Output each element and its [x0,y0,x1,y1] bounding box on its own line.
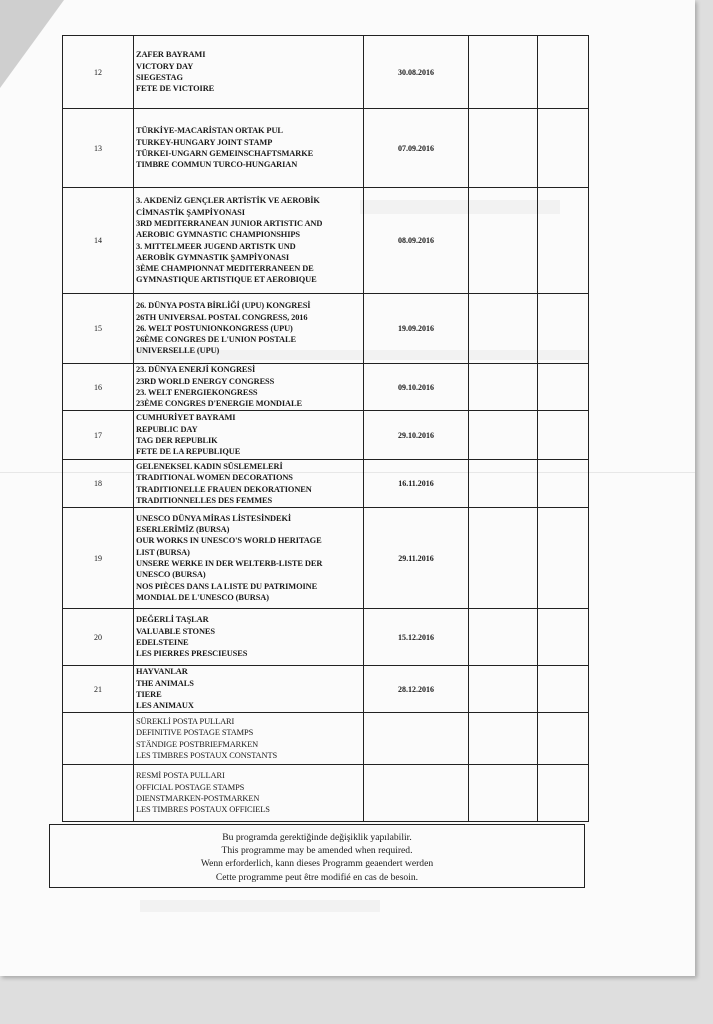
subject-line: CİMNASTİK ŞAMPİYONASI [136,207,245,217]
subject-line: UNSERE WERKE IN DER WELTERB-LISTE DER [136,559,323,568]
note-line: Wenn erforderlich, kann dieses Programm geaendert werden [200,858,434,870]
empty-cell [538,609,589,666]
empty-cell [469,411,538,460]
subject-line: STÄNDIGE POSTBRIEFMARKEN [136,739,259,749]
empty-cell [538,36,589,109]
subject-line: UNIVERSELLE (UPU) [136,346,220,356]
issue-date: 09.10.2016 [364,364,469,411]
subject-line: 26. WELT POSTUNIONKONGRESS (UPU) [136,323,293,333]
stamp-subject [134,609,364,666]
table-row [63,508,589,609]
empty-cell [538,666,589,713]
issue-date: 30.08.2016 [364,36,469,109]
table-row [63,109,589,188]
subject-line: TÜRKEI-UNGARN GEMEINSCHAFTSMARKE [136,149,314,158]
subject-line: DEFINITIVE POSTAGE STAMPS [136,728,254,738]
stamp-subject [134,411,364,460]
issue-date: 15.12.2016 [364,609,469,666]
subject-line: 23RD WORLD ENERGY CONGRESS [136,376,275,386]
subject-line: THE ANIMALS [136,678,194,688]
subject-line: GELENEKSEL KADIN SÜSLEMELERİ [136,461,283,471]
subject-line: TIMBRE COMMUN TURCO-HUNGARIAN [136,160,298,170]
stamp-subject [134,460,364,508]
subject-line: SIEGESTAG [136,73,183,82]
subject-line: TRADITIONAL WOMEN DECORATIONS [136,473,293,483]
subject-line: LIST (BURSA) [136,547,190,557]
empty-cell [538,713,589,765]
folded-corner [0,0,64,88]
subject-line: RESMİ POSTA PULLARI [136,771,225,781]
issue-date: 29.10.2016 [364,411,469,460]
issue-date: 19.09.2016 [364,294,469,364]
empty-cell [469,508,538,609]
issue-date: 16.11.2016 [364,460,469,508]
subject-line: ESERLERİMİZ (BURSA) [136,525,230,535]
table-row [63,460,589,508]
subject-line: AEROBIC GYMNASTIC CHAMPIONSHIPS [136,230,300,240]
stamp-subject [134,713,364,765]
empty-cell [469,713,538,765]
subject-line: SÜREKLİ POSTA PULLARI [136,716,235,726]
empty-cell [469,609,538,666]
stamp-subject [134,364,364,411]
row-number: 19 [63,508,134,609]
row-number: 17 [63,411,134,460]
table-row [63,765,589,822]
table-row [63,364,589,411]
stamp-subject [134,109,364,188]
subject-line: OFFICIAL POSTAGE STAMPS [136,782,245,792]
issue-date: 08.09.2016 [364,188,469,294]
subject-line: 26ÈME CONGRES DE L'UNION POSTALE [136,335,296,345]
row-number: 13 [63,109,134,188]
subject-line: LES TIMBRES POSTAUX CONSTANTS [136,750,278,760]
subject-line: UNESCO (BURSA) [136,570,206,580]
subject-line: MONDIAL DE L'UNESCO (BURSA) [136,592,269,602]
issue-date: 29.11.2016 [364,508,469,609]
note-line: Cette programme peut être modifié en cas de besoin. [215,871,419,883]
subject-line: FETE DE VICTOIRE [136,84,215,94]
stamp-subject [134,188,364,294]
empty-cell [469,460,538,508]
issue-date: 07.09.2016 [364,109,469,188]
empty-cell [538,188,589,294]
empty-cell [469,765,538,822]
subject-line: 26TH UNIVERSAL POSTAL CONGRESS, 2016 [136,312,308,322]
subject-line: 23. WELT ENERGIEKONGRESS [136,388,258,397]
table-row [63,609,589,666]
subject-line: LES PIERRES PRESCIEUSES [136,649,248,659]
subject-line: LES TIMBRES POSTAUX OFFICIELS [136,805,270,815]
empty-cell [469,188,538,294]
table-row [63,294,589,364]
subject-line: 3. AKDENİZ GENÇLER ARTİSTİK VE AEROBİK [136,196,320,206]
stamp-subject [134,36,364,109]
table-row [63,411,589,460]
empty-cell [538,364,589,411]
stamp-subject [134,666,364,713]
subject-line: LES ANIMAUX [136,701,194,711]
subject-line: TURKEY-HUNGARY JOINT STAMP [136,137,273,147]
note-line: Bu programda gerektiğinde değişiklik yapılabilir. [222,832,412,843]
row-number: 14 [63,188,134,294]
issue-date: 28.12.2016 [364,666,469,713]
table-row [63,36,589,109]
empty-cell [538,460,589,508]
row-number: 21 [63,666,134,713]
subject-line: 26. DÜNYA POSTA BİRLİĞİ (UPU) KONGRESİ [136,301,311,311]
subject-line: CUMHURİYET BAYRAMI [136,413,236,423]
empty-cell [469,364,538,411]
amendment-note [49,824,585,888]
empty-cell [469,109,538,188]
empty-cell [469,666,538,713]
subject-line: EDELSTEINE [136,638,189,647]
subject-line: DIENSTMARKEN-POSTMARKEN [136,794,260,803]
row-number [63,713,134,765]
subject-line: DEĞERLİ TAŞLAR [136,615,209,625]
row-number: 15 [63,294,134,364]
subject-line: AEROBİK GYMNASTIK ŞAMPİYONASI [136,252,289,262]
table-row [63,713,589,765]
row-number: 20 [63,609,134,666]
row-number: 12 [63,36,134,109]
subject-line: TIERE [136,690,162,699]
note-line: This programme may be amended when required. [221,845,413,857]
empty-cell [538,508,589,609]
subject-line: NOS PIÈCES DANS LA LISTE DU PATRIMOINE [136,581,318,591]
empty-cell [469,294,538,364]
row-number: 18 [63,460,134,508]
table-row [63,188,589,294]
subject-line: 3. MITTELMEER JUGEND ARTISTK UND [136,241,296,251]
issue-date [364,713,469,765]
empty-cell [538,294,589,364]
empty-cell [538,411,589,460]
stamp-subject [134,508,364,609]
issue-date [364,765,469,822]
subject-line: 3RD MEDITERRANEAN JUNIOR ARTISTIC AND [136,218,323,228]
empty-cell [469,36,538,109]
subject-line: VALUABLE STONES [136,626,215,636]
subject-line: 23. DÜNYA ENERJİ KONGRESİ [136,365,256,375]
subject-line: VICTORY DAY [136,61,194,71]
subject-line: FETE DE LA REPUBLIQUE [136,447,241,457]
subject-line: TÜRKİYE-MACARİSTAN ORTAK PUL [136,126,283,136]
empty-cell [538,765,589,822]
subject-line: 23ÈME CONGRES D'ENERGIE MONDIALE [136,399,302,409]
subject-line: 3ÈME CHAMPIONNAT MEDITERRANEEN DE [136,264,314,274]
subject-line: OUR WORKS IN UNESCO'S WORLD HERITAGE [136,536,322,546]
subject-line: UNESCO DÜNYA MİRAS LİSTESİNDEKİ [136,513,292,523]
table-row [63,666,589,713]
subject-line: HAYVANLAR [136,667,188,677]
subject-line: TRADITIONELLE FRAUEN DEKORATIONEN [136,484,312,494]
subject-line: TAG DER REPUBLIK [136,436,218,445]
subject-line: REPUBLIC DAY [136,424,198,434]
subject-line: GYMNASTIQUE ARTISTIQUE ET AEROBIQUE [136,275,317,285]
stamp-subject [134,294,364,364]
subject-line: ZAFER BAYRAMI [136,50,206,60]
empty-cell [538,109,589,188]
stamp-programme-table [62,35,589,822]
row-number [63,765,134,822]
stamp-subject [134,765,364,822]
show-through-mark [140,900,380,912]
subject-line: TRADITIONNELLES DES FEMMES [136,495,273,505]
row-number: 16 [63,364,134,411]
